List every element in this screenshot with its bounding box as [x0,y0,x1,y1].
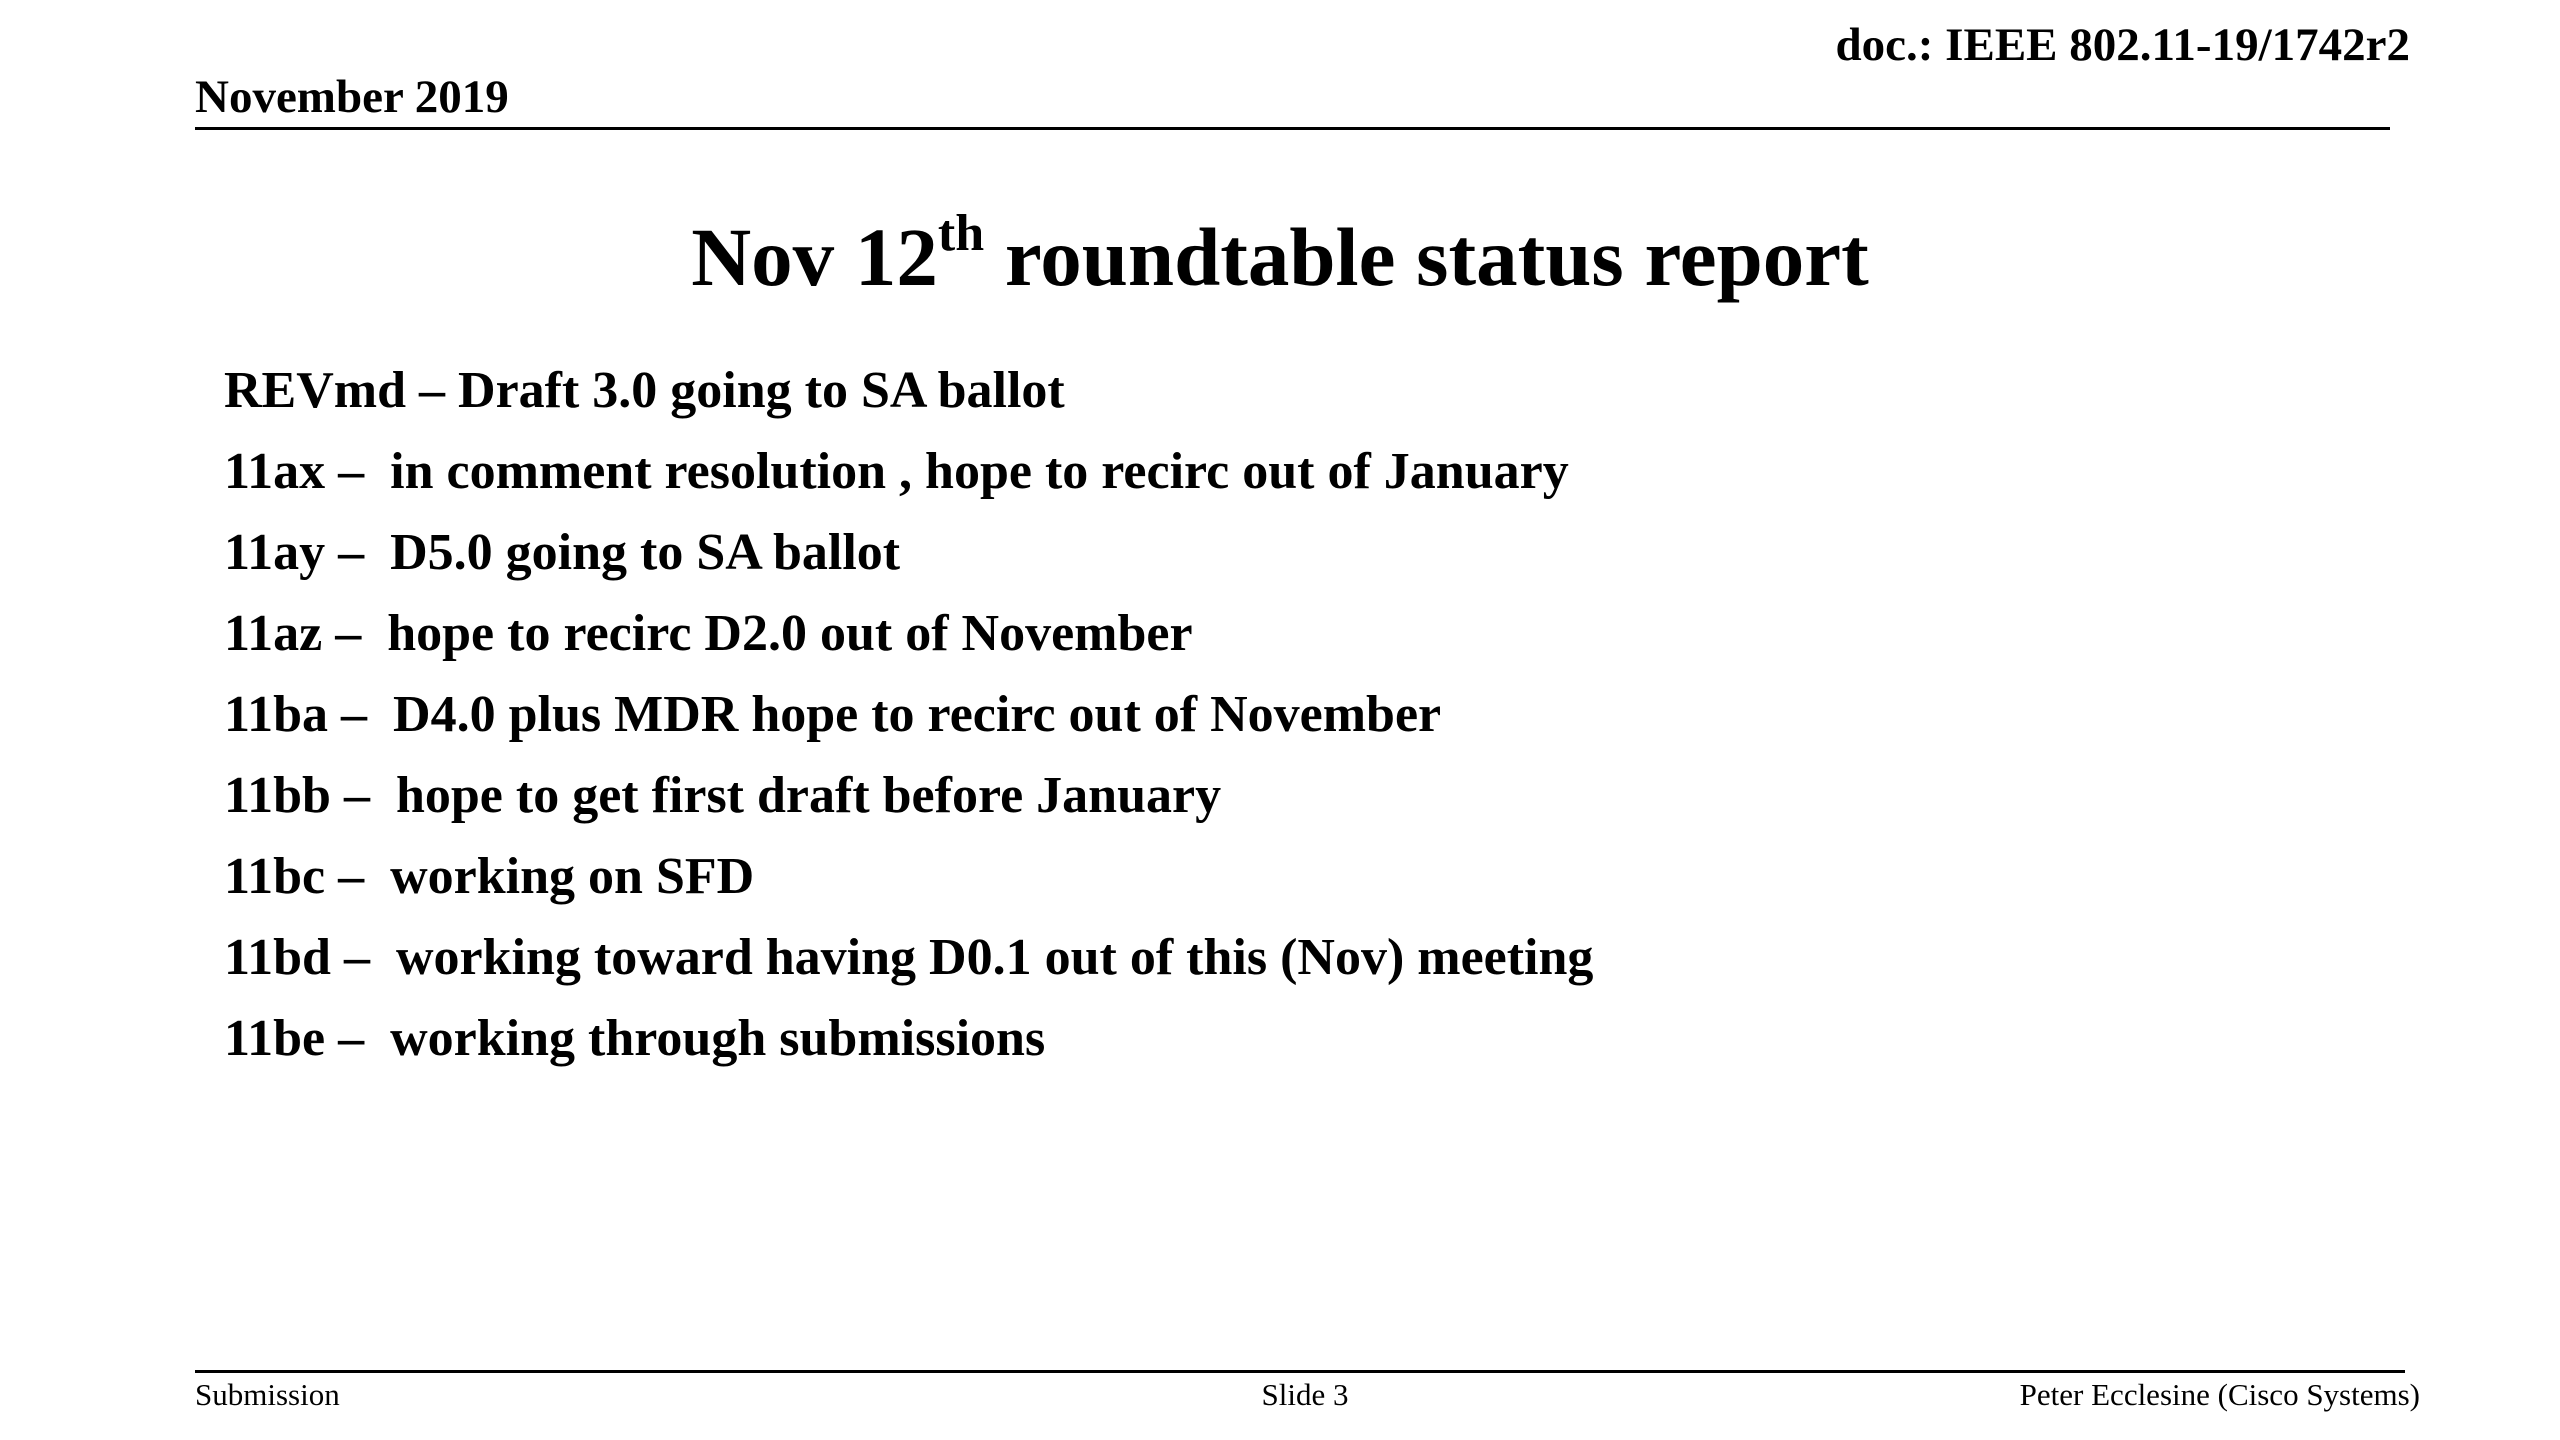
status-item-11ay: 11ay – D5.0 going to SA ballot [224,524,901,581]
title-superscript: th [937,205,985,263]
header-date: November 2019 [195,71,509,123]
title-text-start: Nov 12 [691,211,938,303]
status-item-11bc: 11bc – working on SFD [224,848,755,905]
footer-submission: Submission [195,1377,340,1412]
status-item-11az: 11az – hope to recirc D2.0 out of November [224,605,1193,662]
status-item-revmd: REVmd – Draft 3.0 going to SA ballot [224,362,1065,419]
header-doc-id: doc.: IEEE 802.11-19/1742r2 [1835,19,2410,71]
status-item-11bd: 11bd – working toward having D0.1 out of this (Nov) meeting [224,929,1594,986]
title-text-end: roundtable status report [984,211,1869,303]
status-item-11bb: 11bb – hope to get first draft before January [224,767,1222,824]
status-item-11ba: 11ba – D4.0 plus MDR hope to recirc out of November [224,686,1442,743]
footer-slide-number: Slide 3 [1261,1377,1349,1412]
status-item-11ax: 11ax – in comment resolution , hope to recirc out of January [224,443,1569,500]
header-divider [195,127,2390,130]
status-item-11be: 11be – working through submissions [224,1010,1046,1067]
status-list [224,350,1593,1079]
footer-author: Peter Ecclesine (Cisco Systems) [2019,1377,2420,1412]
footer-divider [195,1370,2405,1373]
slide-title [0,205,2560,303]
